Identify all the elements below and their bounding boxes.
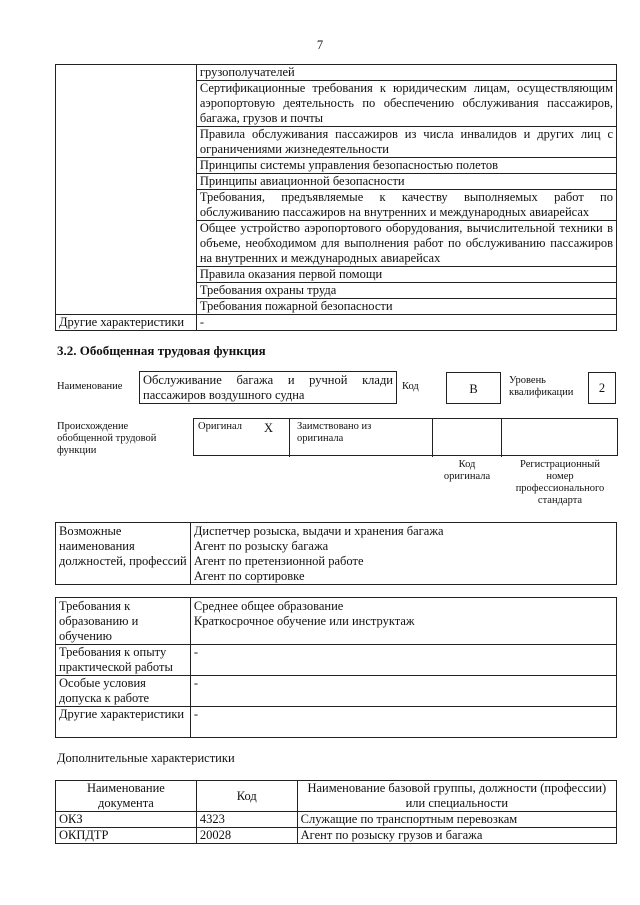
divider: [501, 419, 502, 457]
code-original-caption: Код оригинала: [443, 459, 491, 482]
knowledge-item: Требования пожарной безопасности: [196, 299, 616, 315]
cell-doc: ОКЗ: [56, 812, 197, 828]
other-characteristics-label: Другие характеристики: [56, 315, 197, 331]
table-row: [56, 812, 617, 828]
divider: [289, 419, 290, 457]
list-item: Агент по розыску багажа: [193, 539, 329, 553]
other-value: -: [190, 707, 616, 738]
list-item: Среднее общее образование: [193, 599, 344, 613]
knowledge-item: грузополучателей: [196, 65, 616, 81]
knowledge-item: Требования охраны труда: [196, 283, 616, 299]
additional-table: [55, 780, 617, 844]
table-row: [56, 645, 617, 676]
requirements-table: [55, 597, 617, 738]
col-header-document: Наименование документа: [56, 781, 197, 812]
cell-doc: ОКПДТР: [56, 828, 197, 844]
table-row: [56, 523, 617, 585]
cell-code: 4323: [196, 812, 297, 828]
knowledge-item: Сертификационные требования к юридическим лицам, осуществляющим аэропортовую деятельность по обеспечению обслуживания пассажиров, багажа, грузов и почты: [196, 81, 616, 127]
other-characteristics-value: -: [196, 315, 616, 331]
list-item: Агент по претензионной работе: [193, 554, 364, 568]
table-row: [56, 315, 617, 331]
admission-label: Особые условия допуска к работе: [56, 676, 191, 707]
other-label: Другие характеристики: [56, 707, 191, 738]
knowledge-item: Правила оказания первой помощи: [196, 267, 616, 283]
name-label: Наименование: [57, 381, 123, 392]
table-row: [56, 598, 617, 645]
table-row: [56, 707, 617, 738]
level-value: 2: [588, 372, 616, 404]
origin-label: Происхождение обобщенной трудовой функции: [57, 421, 157, 456]
positions-label: Возможные наименования должностей, профессий: [56, 523, 191, 585]
list-item: Агент по сортировке: [193, 569, 305, 583]
cell-group: Агент по розыску грузов и багажа: [297, 828, 616, 844]
col-header-code: Код: [196, 781, 297, 812]
section-title: 3.2. Обобщенная трудовая функция: [57, 343, 266, 358]
page-number: 7: [316, 38, 324, 52]
original-label: Оригинал: [198, 421, 242, 432]
table-row: [56, 65, 617, 81]
col-header-group: Наименование базовой группы, должности (профессии) или специальности: [297, 781, 616, 812]
knowledge-item: Правила обслуживания пассажиров из числа инвалидов и других лиц с ограничениями жизнедеятельности: [196, 127, 616, 158]
borrowed-label: Заимствовано из оригинала: [297, 421, 372, 444]
table-row: [56, 676, 617, 707]
left-cell-empty: [56, 65, 197, 315]
name-value: Обслуживание багажа и ручной клади пассажиров воздушного судна: [139, 371, 397, 404]
table-row: [56, 828, 617, 844]
positions-table: [55, 522, 617, 585]
knowledge-item: Общее устройство аэропортового оборудования, вычислительной техники в объеме, необходимом для выполнения работ по обслуживанию пассажиров на внутренних и международных авиарейсах: [196, 221, 616, 267]
code-label: Код: [402, 381, 419, 392]
list-item: Краткосрочное обучение или инструктаж: [193, 614, 415, 628]
education-label: Требования к образованию и обучению: [56, 598, 191, 645]
origin-box: [193, 418, 618, 456]
education-values: [190, 598, 616, 645]
list-item: Диспетчер розыска, выдачи и хранения багажа: [193, 524, 444, 538]
original-mark: X: [264, 421, 274, 435]
knowledge-item: Принципы авиационной безопасности: [196, 174, 616, 190]
experience-value: -: [190, 645, 616, 676]
cell-code: 20028: [196, 828, 297, 844]
admission-value: -: [190, 676, 616, 707]
knowledge-item: Требования, предъявляемые к качеству выполняемых работ по обслуживанию пассажиров на внутренних и международных авиарейсах: [196, 190, 616, 221]
knowledge-table: [55, 64, 617, 331]
table-header-row: [56, 781, 617, 812]
cell-group: Служащие по транспортным перевозкам: [297, 812, 616, 828]
additional-title: Дополнительные характеристики: [57, 751, 235, 765]
divider: [432, 419, 433, 457]
code-value: B: [446, 372, 501, 404]
positions-values: [190, 523, 616, 585]
knowledge-item: Принципы системы управления безопасностью полетов: [196, 158, 616, 174]
registration-number-caption: Регистрационный номер профессионального стандарта: [515, 459, 605, 506]
level-label: Уровень квалификации: [509, 375, 574, 398]
experience-label: Требования к опыту практической работы: [56, 645, 191, 676]
